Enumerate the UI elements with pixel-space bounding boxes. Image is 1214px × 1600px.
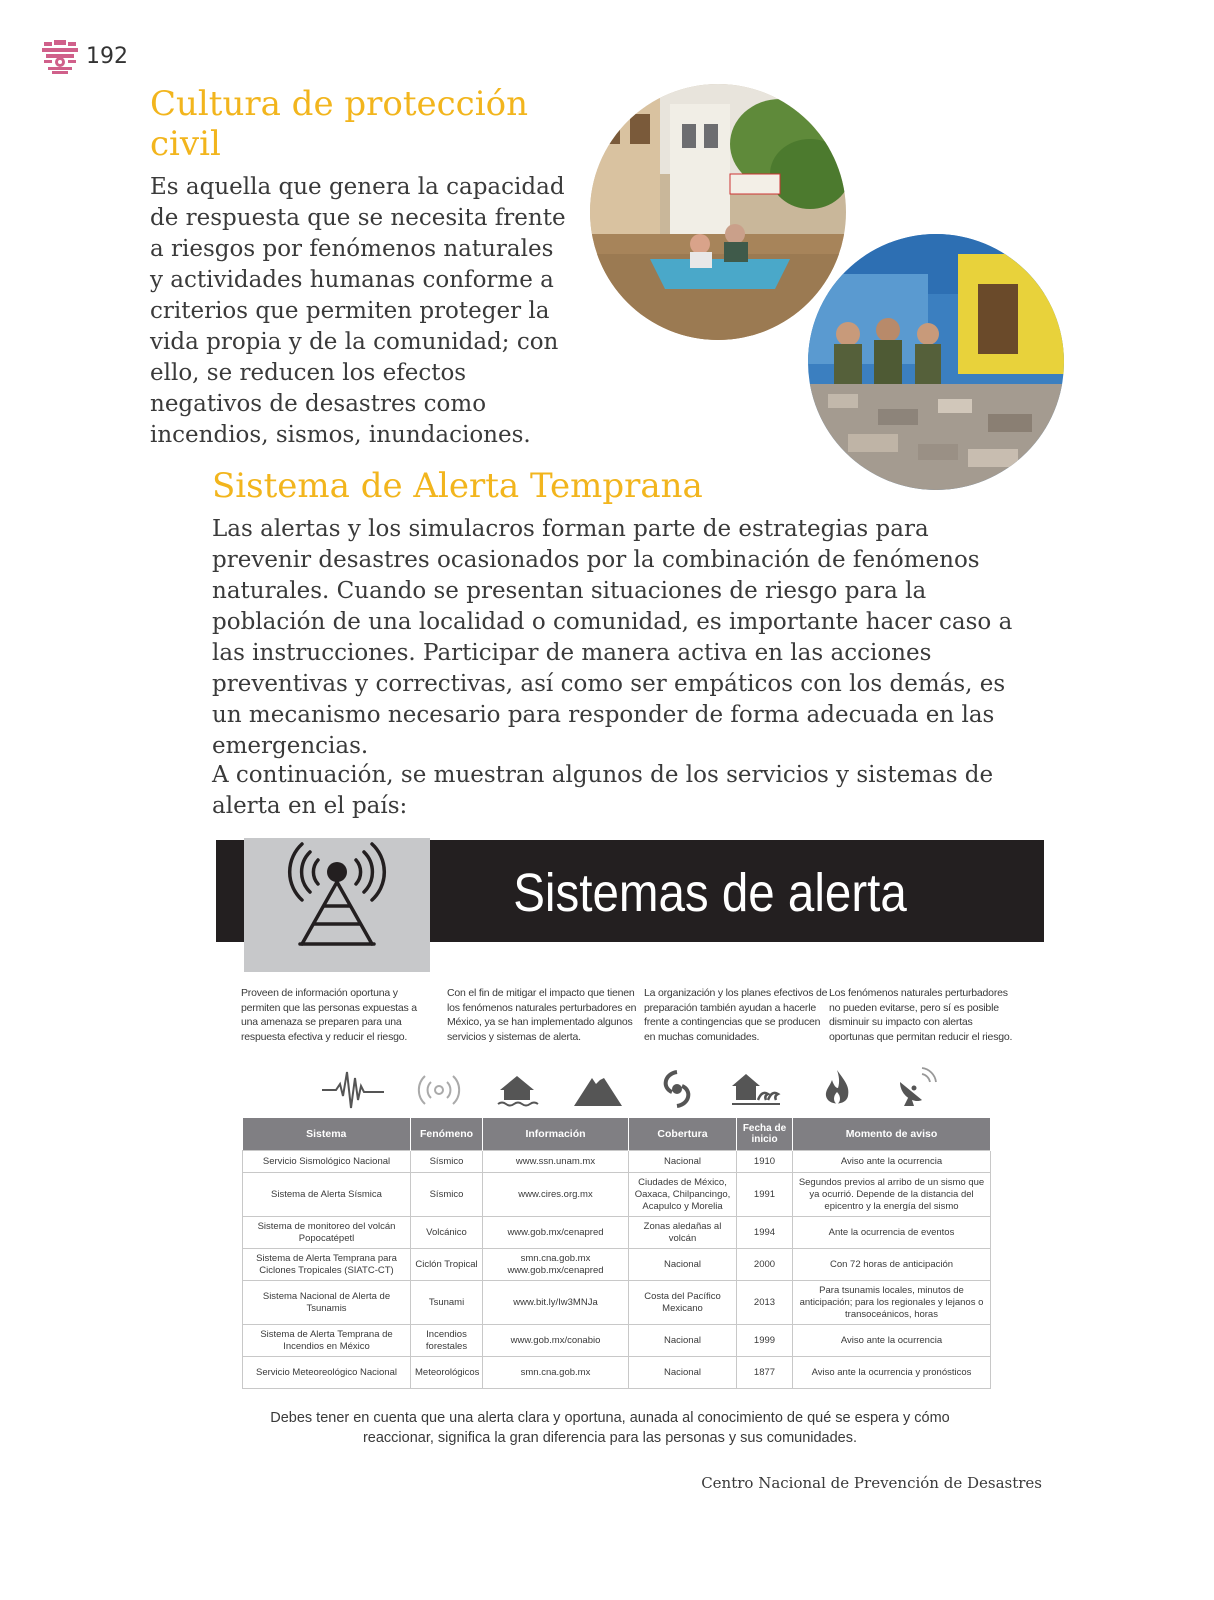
table-cell: www.gob.mx/cenapred — [483, 1217, 629, 1249]
section-title-proteccion-civil: Cultura de protección civil — [150, 84, 528, 164]
table-cell: 1999 — [737, 1325, 793, 1357]
column-header: Información — [483, 1118, 629, 1151]
signal-waves-icon — [416, 1066, 462, 1112]
column-header: Cobertura — [629, 1118, 737, 1151]
table-cell: 1910 — [737, 1151, 793, 1173]
table-cell: 1877 — [737, 1357, 793, 1389]
table-cell: 1994 — [737, 1217, 793, 1249]
table-header-row — [243, 1118, 991, 1151]
antenna-icon — [244, 838, 430, 972]
table-cell: Para tsunamis locales, minutos de anticipación; para los regionales y lejanos o transoceánicos, horas — [793, 1281, 991, 1325]
intro-text-4: Los fenómenos naturales perturbadores no pueden evitarse, pero sí es posible disminuir su impacto con alertas oportunas que permitan reducir el riesgo. — [829, 987, 1013, 1043]
table-cell: Nacional — [629, 1325, 737, 1357]
column-header: Sistema — [243, 1118, 411, 1151]
phenomena-icons — [320, 1066, 940, 1116]
volcano-icon — [570, 1066, 626, 1112]
hurricane-icon — [654, 1066, 700, 1112]
table-cell: Volcánico — [411, 1217, 483, 1249]
table-row — [243, 1249, 991, 1281]
table-cell: Aviso ante la ocurrencia y pronósticos — [793, 1357, 991, 1389]
closing-note: Debes tener en cuenta que una alerta clara y oportuna, aunada al conocimiento de qué se espera y cómo reaccionar, significa la gran diferencia para las personas y sus comunidades. — [270, 1410, 950, 1446]
table-cell: www.cires.org.mx — [483, 1173, 629, 1217]
table-cell: Costa del Pacífico Mexicano — [629, 1281, 737, 1325]
paragraph-alerta-temprana: Las alertas y los simulacros forman parte de estrategias para prevenir desastres ocasionados por la combinación de fenómenos naturales. Cuando se presentan situaciones de riesgo para la población de una localidad o comunidad, es importante hacer caso a las instrucciones. Participar de manera activa en las acciones preventivas y correctivas, así como ser empáticos con los demás, es un mecanismo necesario para responder de forma adecuada en las emergencias. — [212, 516, 1013, 759]
column-header: Fecha de inicio — [737, 1118, 793, 1151]
alert-systems-table — [242, 1118, 991, 1389]
table-cell: Sistema de Alerta Sísmica — [243, 1173, 411, 1217]
table-cell: www.gob.mx/conabio — [483, 1325, 629, 1357]
table-cell: Tsunami — [411, 1281, 483, 1325]
table-row — [243, 1151, 991, 1173]
table-cell: Nacional — [629, 1249, 737, 1281]
satellite-dish-icon — [892, 1066, 938, 1112]
table-cell: Meteorológicos — [411, 1357, 483, 1389]
flooded-house-icon — [494, 1066, 540, 1112]
intro-text-1: Proveen de información oportuna y permiten que las personas expuestas a una amenaza se preparen para una respuesta efectiva y reducir el riesgo. — [241, 987, 417, 1043]
section-title-alerta-temprana: Sistema de Alerta Temprana — [212, 466, 703, 506]
infographic-title: Sistemas de alerta — [513, 863, 907, 923]
table-cell: Aviso ante la ocurrencia — [793, 1151, 991, 1173]
table-cell: Servicio Meteoreológico Nacional — [243, 1357, 411, 1389]
table-cell: Sistema de Alerta Temprana de Incendios en México — [243, 1325, 411, 1357]
table-cell: Ante la ocurrencia de eventos — [793, 1217, 991, 1249]
table-cell: Zonas aledañas al volcán — [629, 1217, 737, 1249]
column-header: Momento de aviso — [793, 1118, 991, 1151]
page-number: 192 — [86, 44, 128, 69]
table-row — [243, 1281, 991, 1325]
seismograph-icon — [320, 1066, 386, 1112]
table-row — [243, 1173, 991, 1217]
table-cell: 2013 — [737, 1281, 793, 1325]
table-cell: www.bit.ly/Iw3MNJa — [483, 1281, 629, 1325]
earthquake-rubble-photo — [808, 234, 1064, 490]
table-cell: Sísmico — [411, 1151, 483, 1173]
table-cell: smn.cna.gob.mx — [483, 1357, 629, 1389]
table-cell: Sistema de Alerta Temprana para Ciclones Tropicales (SIATC-CT) — [243, 1249, 411, 1281]
table-cell: Sísmico — [411, 1173, 483, 1217]
table-cell: Ciclón Tropical — [411, 1249, 483, 1281]
table-cell: Segundos previos al arribo de un sismo que ya ocurrió. Depende de la distancia del epicentro y la energía del sismo — [793, 1173, 991, 1217]
intro-text-2: Con el fin de mitigar el impacto que tienen los fenómenos naturales perturbadores en México, ya se han implementado algunos servicios y sistemas de alerta. — [447, 987, 637, 1043]
table-cell: Nacional — [629, 1357, 737, 1389]
table-cell: Sistema de monitoreo del volcán Popocatépetl — [243, 1217, 411, 1249]
table-row — [243, 1217, 991, 1249]
table-cell: Servicio Sismológico Nacional — [243, 1151, 411, 1173]
table-cell: Nacional — [629, 1151, 737, 1173]
flood-photo — [590, 84, 846, 340]
table-row — [243, 1325, 991, 1357]
tsunami-house-icon — [728, 1066, 784, 1112]
table-row — [243, 1357, 991, 1389]
column-header: Fenómeno — [411, 1118, 483, 1151]
table-cell: 1991 — [737, 1173, 793, 1217]
table-cell: smn.cna.gob.mx www.gob.mx/cenapred — [483, 1249, 629, 1281]
fire-icon — [814, 1066, 860, 1112]
table-cell: Con 72 horas de anticipación — [793, 1249, 991, 1281]
intro-text-3: La organización y los planes efectivos de preparación también ayudan a hacerle frente a contingencias que se producen en muchas comunidades. — [644, 987, 828, 1043]
paragraph-proteccion-civil: Es aquella que genera la capacidad de respuesta que se necesita frente a riesgos por fenómenos naturales y actividades humanas conforme a criterios que permiten proteger la vida propia y de la comunidad; con ello, se reducen los efectos negativos de desastres como incendios, sismos, inundaciones. — [150, 174, 566, 448]
source-credit: Centro Nacional de Prevención de Desastres — [701, 1474, 1042, 1492]
table-cell: Aviso ante la ocurrencia — [793, 1325, 991, 1357]
table-cell: Sistema Nacional de Alerta de Tsunamis — [243, 1281, 411, 1325]
paragraph-lead-in: A continuación, se muestran algunos de los servicios y sistemas de alerta en el país: — [212, 762, 994, 819]
book-logo-icon — [42, 40, 78, 74]
table-cell: Ciudades de México, Oaxaca, Chilpancingo, Acapulco y Morelia — [629, 1173, 737, 1217]
table-cell: www.ssn.unam.mx — [483, 1151, 629, 1173]
table-cell: 2000 — [737, 1249, 793, 1281]
table-cell: Incendios forestales — [411, 1325, 483, 1357]
